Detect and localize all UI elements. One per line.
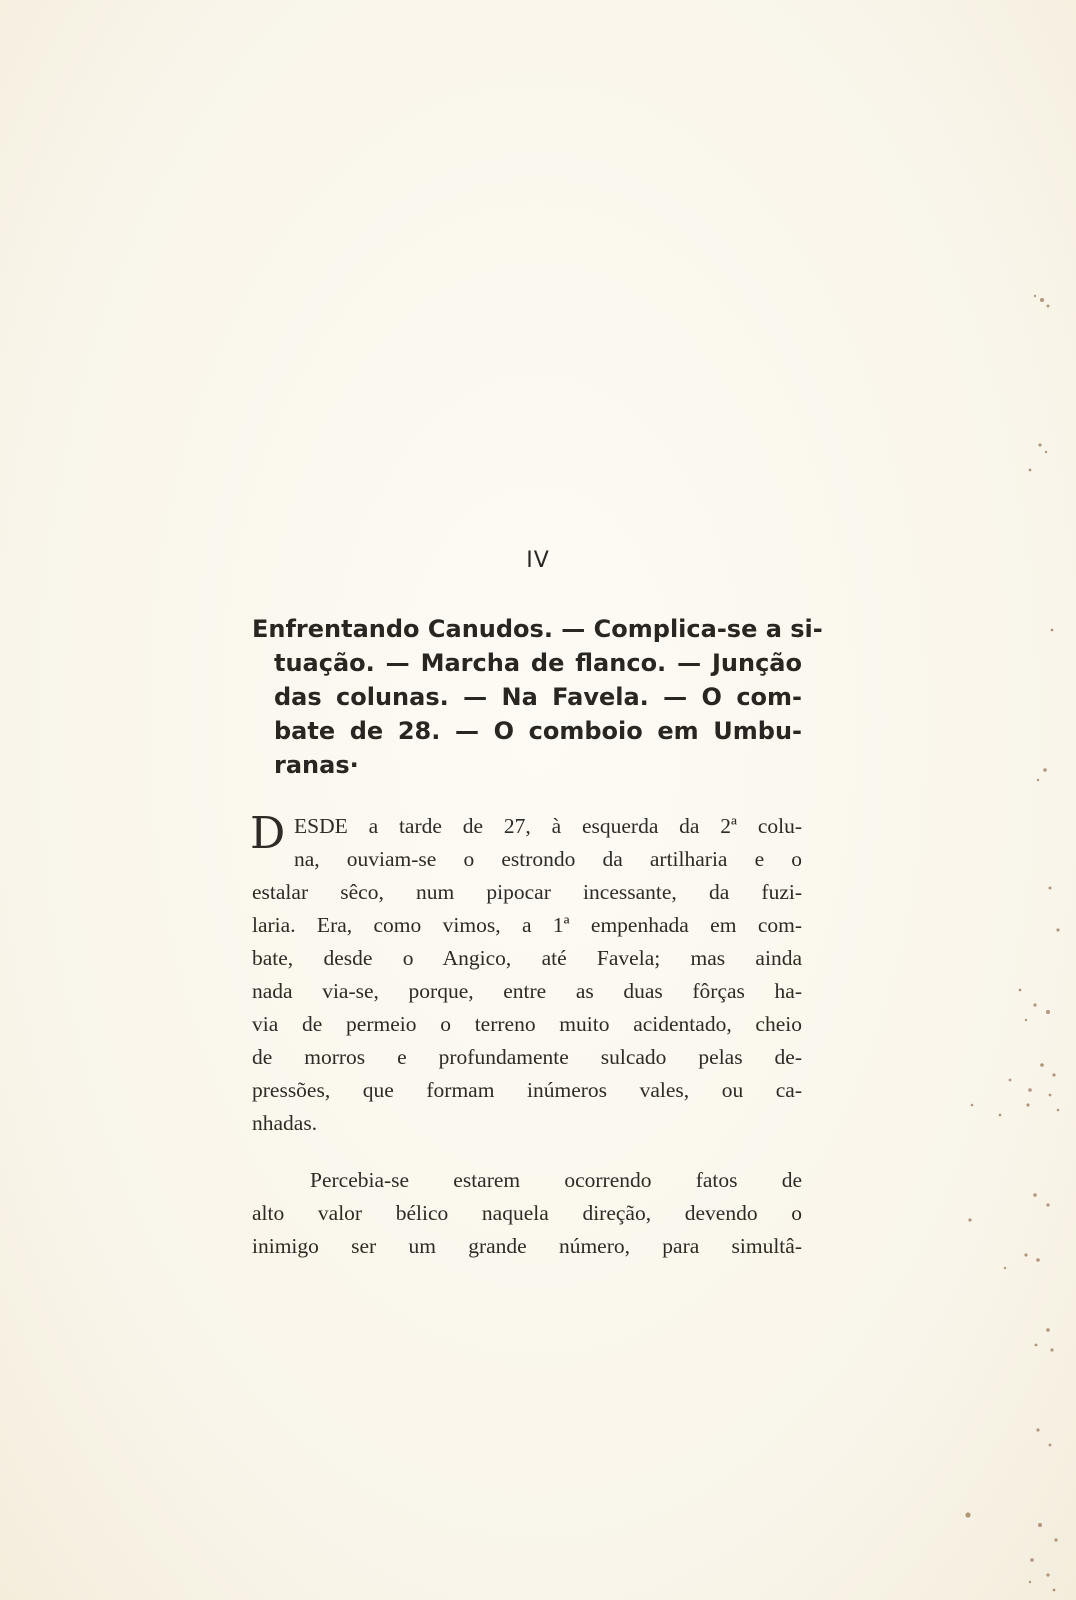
text-line: na, ouviam-se o estrondo da artilharia e o	[294, 847, 802, 871]
summary-line: bate de 28. — O comboio em Umbu-	[274, 717, 802, 745]
text-line: nada via-se, porque, entre as duas fôrças ha-	[252, 979, 802, 1003]
text-line: pressões, que formam inúmeros vales, ou ca-	[252, 1078, 802, 1102]
summary-line: das colunas. — Na Favela. — O com-	[274, 683, 802, 711]
foxing-stains	[930, 0, 1076, 1600]
summary-line: tuação. — Marcha de flanco. — Junção	[274, 649, 802, 677]
paragraph-gap	[252, 1140, 802, 1164]
summary-line: ranas·	[274, 751, 359, 779]
text-line: Percebia-se estarem ocorrendo fatos de	[310, 1168, 802, 1192]
text-line: inimigo ser um grande número, para simultâ-	[252, 1234, 802, 1258]
chapter-number: IV	[526, 548, 550, 573]
text-line: laria. Era, como vimos, a 1ª empenhada em com-	[252, 913, 802, 937]
text-line: alto valor bélico naquela direção, devendo o	[252, 1201, 802, 1225]
paragraph-1	[252, 810, 802, 1140]
text-line: ESDE a tarde de 27, à esquerda da 2ª colu-	[294, 814, 802, 838]
summary-line: Enfrentando Canudos. — Complica-se a si-	[252, 615, 823, 643]
text-line: estalar sêco, num pipocar incessante, da fuzi-	[252, 880, 802, 904]
text-line: nhadas.	[252, 1111, 318, 1135]
text-line: via de permeio o terreno muito acidentado, cheio	[252, 1012, 802, 1036]
paragraph-2	[252, 1164, 802, 1263]
chapter-body	[252, 810, 802, 1263]
chapter-summary	[252, 612, 823, 782]
text-line: bate, desde o Angico, até Favela; mas ainda	[252, 946, 802, 970]
drop-cap: D	[250, 808, 286, 859]
text-line: de morros e profundamente sulcado pelas de-	[252, 1045, 802, 1069]
